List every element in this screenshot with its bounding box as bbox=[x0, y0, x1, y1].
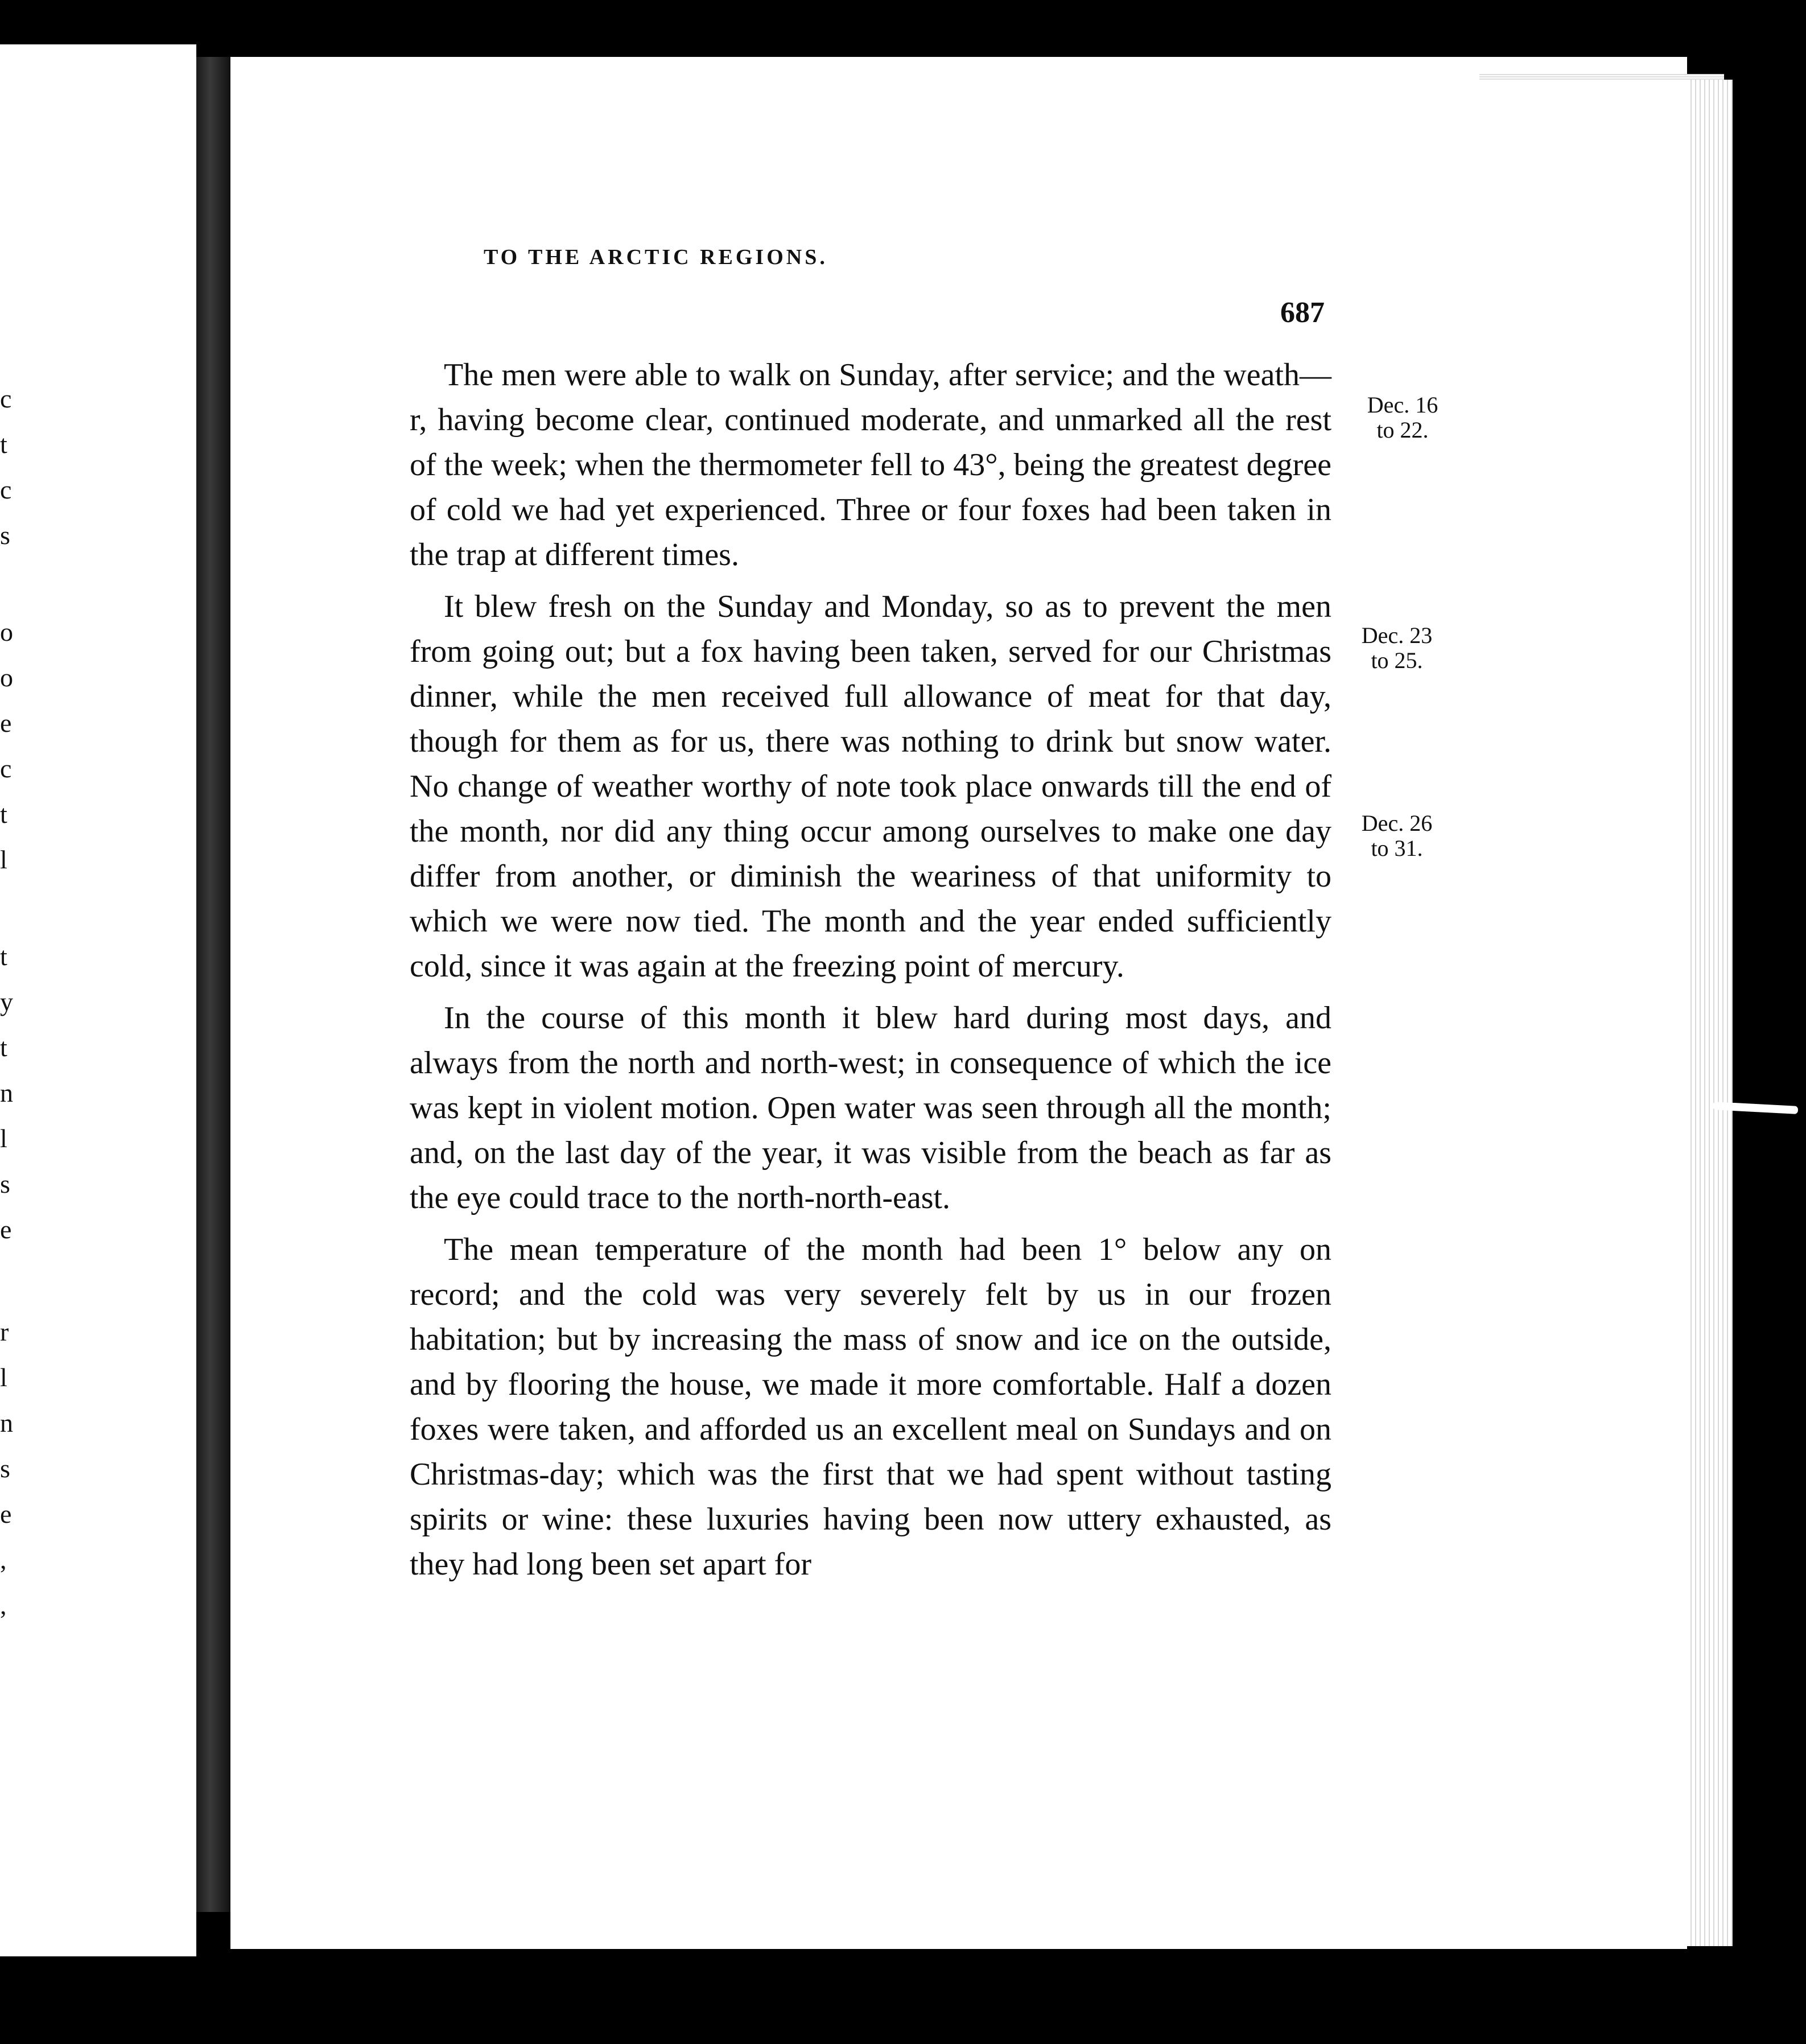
margin-note-range: to 22. bbox=[1376, 417, 1429, 443]
paragraph: The men were able to walk on Sunday, after service; and the weath—r, having become clear, continued moderate, and unmarked all the rest of the week; when the thermometer fell to 43°, being the greatest degree of cold we had yet experienced. Three or four foxes had been taken in the trap at different times. bbox=[410, 357, 1331, 572]
left-fragment: t bbox=[0, 430, 7, 459]
left-fragment: t bbox=[0, 800, 7, 829]
left-fragment: o bbox=[0, 663, 13, 692]
left-fragment: s bbox=[0, 1454, 10, 1483]
left-fragment: l bbox=[0, 845, 7, 874]
left-fragment: , bbox=[0, 1590, 7, 1619]
body-text bbox=[410, 353, 1331, 1594]
left-fragment: s bbox=[0, 521, 10, 550]
left-fragment: o bbox=[0, 617, 13, 646]
margin-note-date: Dec. 26 bbox=[1361, 810, 1433, 836]
left-fragment: c bbox=[0, 475, 12, 504]
left-fragment: l bbox=[0, 1124, 7, 1153]
left-fragment: l bbox=[0, 1363, 7, 1392]
left-fragment: t bbox=[0, 1033, 7, 1062]
left-fragment: e bbox=[0, 1215, 12, 1244]
page-number: 687 bbox=[1280, 296, 1325, 329]
paragraph: It blew fresh on the Sunday and Monday, so as to prevent the men from going out; but a fox having been taken, served for our Christmas dinner, while the men received full allowance of meat for that day, though for them as for us, there was nothing to drink but snow water. No change of weather worthy of note took place onwards till the end of the month, nor did any thing occur among ourselves to make one day differ from another, or diminish the weariness of that uniformity to which we were now tied. The month and the year ended sufficiently cold, since it was again at the freezing point of mercury. bbox=[410, 589, 1331, 984]
left-fragment: r bbox=[0, 1317, 9, 1346]
margin-note-range: to 31. bbox=[1371, 835, 1423, 861]
paragraph: The mean temperature of the month had been 1° below any on record; and the cold was very severely felt by us in our frozen habitation; but by increasing the mass of snow and ice on the outside, and by flooring the house, we made it more comfortable. Half a dozen foxes were taken, and afforded us an excellent meal on Sundays and on Christmas-day; which was the first that we had spent without tasting spirits or wine: these luxuries having been now uttery exhausted, as they had long been set apart for bbox=[410, 1232, 1331, 1582]
left-facing-page bbox=[0, 44, 196, 1956]
margin-note bbox=[1343, 623, 1451, 673]
left-fragment: e bbox=[0, 708, 12, 737]
left-fragment: s bbox=[0, 1169, 10, 1198]
book-gutter bbox=[196, 57, 230, 1912]
left-fragment: e bbox=[0, 1499, 12, 1528]
page-top-edge bbox=[1479, 74, 1724, 80]
running-head: TO THE ARCTIC REGIONS. bbox=[484, 245, 828, 269]
margin-note bbox=[1349, 393, 1457, 443]
left-fragment: y bbox=[0, 987, 13, 1016]
left-fragment: n bbox=[0, 1408, 13, 1437]
page-stack-edge bbox=[1687, 80, 1733, 1946]
margin-note-date: Dec. 23 bbox=[1361, 623, 1433, 648]
margin-note-range: to 25. bbox=[1371, 648, 1423, 673]
margin-note-date: Dec. 16 bbox=[1367, 392, 1438, 418]
left-fragment: n bbox=[0, 1078, 13, 1107]
left-fragment: c bbox=[0, 384, 12, 413]
left-fragment: , bbox=[0, 1545, 7, 1574]
left-fragment: t bbox=[0, 942, 7, 971]
margin-note bbox=[1343, 811, 1451, 861]
paragraph: In the course of this month it blew hard during most days, and always from the north and north-west; in consequence of which the ice was kept in violent motion. Open water was seen through all the month; and, on the last day of the year, it was visible from the beach as far as the eye could trace to the north-north-east. bbox=[410, 1000, 1331, 1215]
left-fragment: c bbox=[0, 754, 12, 783]
